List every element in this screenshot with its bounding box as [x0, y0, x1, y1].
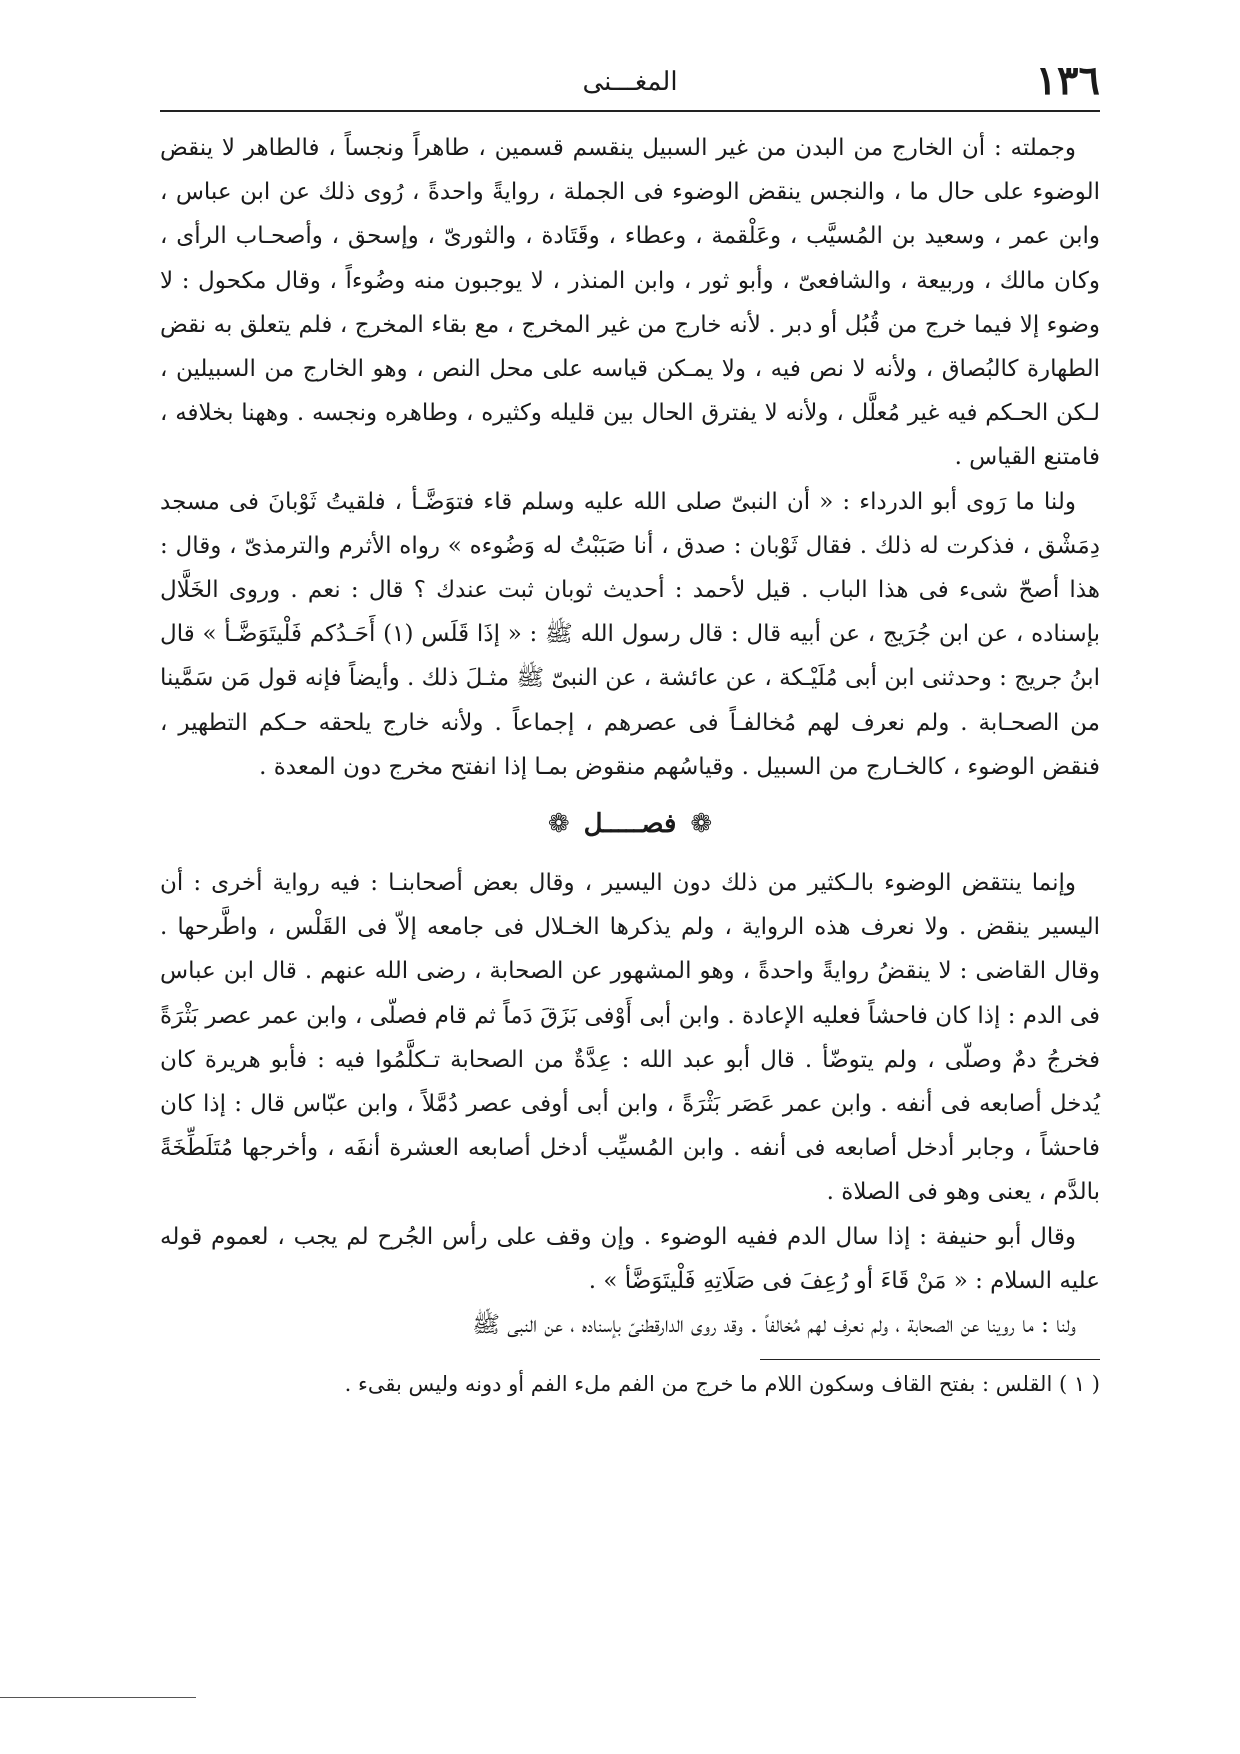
paragraph-section-1: وإنما ينتقض الوضوء بالـكثير من ذلك دون اليسير ، وقال بعض أصحابنـا : فيه رواية أخرى : أن اليسير ينقض . ولا نعرف هذه الرواية ، ولم يذكرها الخـلال فى جامعه إلاّ فى القَلْس ، واطَّرحها . وقال القاضى : لا ينقضُ روايةً واحدةً ، وهو المشهور عن الصحابة ، رضى الله عنهم . قال ابن عباس فى الدم : إذا كان فاحشاً فعليه الإعادة . وابن أبى أَوْفى بَزَقَ دَماً ثم قام فصلّى ، وابن عمر عصر بَثْرَةً فخرجُ دمٌ وصلّى ، ولم يتوضّأ . قال أبو عبد الله : عِدَّةٌ من الصحابة تـكلَّمُوا فيه : فأبو هريرة كان يُدخل أصابعه فى أنفه . وابن عمر عَصَر بَثْرَةً ، وابن أبى أوفى عصر دُمَّلاً ، وابن عبّاس قال : إذا كان فاحشاً ، وجابر أدخل أصابعه فى أنفه . وابن المُسيِّب أدخل أصابعه العشرة أنفَه ، وأخرجها مُتَلَطِّخَةً بالدَّم ، يعنى وهو فى الصلاة . [160, 870, 1100, 1206]
paragraph-section-2: وقال أبو حنيفة : إذا سال الدم ففيه الوضوء . وإن وقف على رأس الجُرح لم يجب ، لعموم قوله عليه السلام : « مَنْ قَاءَ أو رُعِفَ فى صَلَاتِهِ فَلْيتَوَضَّأ » . [160, 1223, 1100, 1294]
running-title: المغـــنى [582, 67, 678, 97]
footnote: ( ١ ) القلس : بفتح القاف وسكون اللام ما خرج من الفم ملء الفم أو دونه وليس بقىء . [344, 1372, 1100, 1397]
ornament-left-icon: ❁ [547, 809, 570, 840]
scan-edge-line [0, 1697, 196, 1698]
page-number: ١٣٦ [1035, 57, 1100, 104]
paragraph-evidence: ولنا ما رَوى أبو الدرداء : « أن النبىّ صلى الله عليه وسلم قاء فتوَضَّـأ ، فلقيتُ ثَوْبانَ فى مسجد دِمَشْق ، فذكرت له ذلك . فقال ثَوْبان : صدق ، أنا صَبَبْتُ له وَضُوءه » رواه الأثرم والترمذىّ ، وقال : هذا أصحّ شىء فى هذا الباب . قيل لأحمد : أحديث ثوبان ثبت عندك ؟ قال : نعم . وروى الخَلَّال بإسناده ، عن ابن جُرَيج ، عن أبيه قال : قال رسول الله ﷺ : « إذَا قَلَس (١) أَحَـدُكم فَلْيتَوَضَّـأ » قال ابنُ جريج : وحدثنى ابن أبى مُلَيْـكة ، عن عائشة ، عن النبىّ ﷺ مثـلَ ذلك . وأيضاً فإنه قول مَن سَمَّينا من الصحـابة . ولم نعرف لهم مُخالفـاً فى عصرهم ، إجماعاً . ولأنه خارج يلحقه حـكم التطهير ، فنقض الوضوء ، كالخـارج من السبيل . وقياسُهم منقوض بمـا إذا انفتح مخرج دون المعدة . [160, 488, 1101, 780]
running-head [160, 56, 1100, 112]
ornament-right-icon: ❁ [690, 809, 713, 840]
paragraph-section-3: ولنا : ما روينا عن الصحابة ، ولم نعرف لهم مُخالفاً . وقد روى الدارقطنىّ بإسناده ، عن النبى ﷺ [472, 1312, 1076, 1339]
section-heading-label: فصـــــل [583, 809, 677, 840]
paragraph-intro: وجملته : أن الخارج من البدن من غير السبيل ينقسم قسمين ، طاهراً ونجساً ، فالطاهر لا ينقض الوضوء على حال ما ، والنجس ينقض الوضوء فى الجملة ، روايةً واحدةً ، رُوى ذلك عن ابن عباس ، وابن عمر ، وسعيد بن المُسيَّب ، وعَلْقمة ، وعطاء ، وقَتَادة ، والثورىّ ، وإسحق ، وأصحـاب الرأى ، وكان مالك ، وربيعة ، والشافعىّ ، وأبو ثور ، وابن المنذر ، لا يوجبون منه وضُوءاً ، وقال مكحول : لا وضوء إلا فيما خرج من قُبُل أو دبر . لأنه خارج من غير المخرج ، مع بقاء المخرج ، فلم يتعلق به نقض الطهارة كالبُصاق ، ولأنه لا نص فيه ، ولا يمـكن قياسه على محل النص ، وهو الخارج من السبيلين ، لـكن الحـكم فيه غير مُعلَّل ، ولأنه لا يفترق الحال بين قليله وكثيره ، وطاهره ونجسه . وههنا بخلافه ، فامتنع القياس . [160, 135, 1100, 471]
footnote-divider [760, 1359, 1100, 1360]
main-text [160, 126, 1100, 1347]
section-heading [160, 793, 1100, 855]
book-page [160, 56, 1100, 1696]
